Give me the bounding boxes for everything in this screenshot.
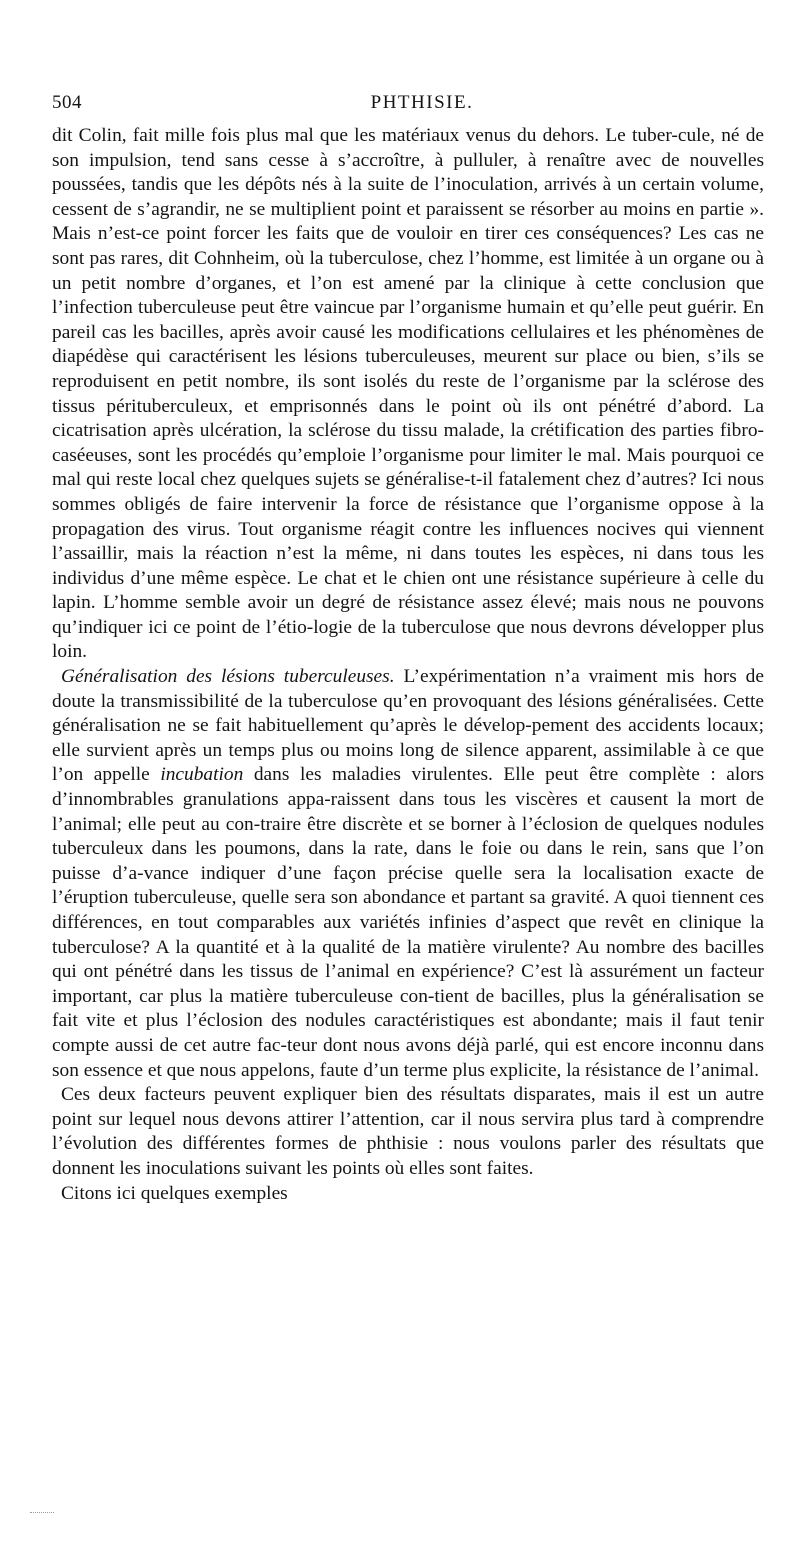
scan-speck xyxy=(30,1512,54,1515)
paragraph-2-text-b: dans les maladies virulentes. Elle peut être complète : alors d’innombrables granulations appa-raissent dans tous les viscères et causent la mort de l’animal; elle peut au con-traire être discrète et se borner à l’éclosion de quelques nodules tuberculeux dans les poumons, dans la rate, dans le foie ou dans le rein, sans que l’on puisse d’a-vance indiquer d’une façon précise quelle sera la localisation exacte de l’éruption tuberculeuse, quelle sera son abondance et partant sa gravité. A quoi tiennent ces différences, en tout comparables aux variétés infinies d’aspect que revêt en clinique la tuberculose? A la quantité et à la qualité de la matière virulente? Au nombre des bacilles qui ont pénétré dans les tissus de l’animal en expérience? C’est là assurément un facteur important, car plus la matière tuberculeuse con-tient de bacilles, plus la généralisation se fait vite et plus l’éclosion des nodules caractéristiques est abondante; mais il faut tenir compte aussi de cet autre fac-teur dont nous avons déjà parlé, qui est encore inconnu dans son essence et que nous appelons, faute d’un terme plus explicite, la résistance de l’animal. xyxy=(52,764,764,1081)
paragraph-4: Citons ici quelques exemples xyxy=(61,1182,288,1204)
running-title: PHTHISIE. xyxy=(370,92,474,113)
paragraph-1: dit Colin, fait mille fois plus mal que les matériaux venus du dehors. Le tuber-cule, né de son impulsion, tend sans cesse à s’accroître, à pulluler, à renaître avec de nouvelles poussées, tandis que les dépôts nés à la suite de l’inoculation, arrivés à un certain volume, cessent de s’agrandir, ne se multiplient point et paraissent se résorber au moins en partie ». Mais n’est-ce point forcer les faits que de vouloir en tirer ces conséquences? Les cas ne sont pas rares, dit Cohnheim, où la tuberculose, chez l’homme, est limitée à un organe ou à un petit nombre d’organes, et l’on est amené par la clinique à cette conclusion que l’infection tuberculeuse peut être vaincue par l’organisme humain et qu’elle peut guérir. En pareil cas les bacilles, après avoir causé les modifications cellulaires et les phénomènes de diapédèse qui caractérisent les lésions tuberculeuses, meurent sur place ou bien, s’ils se reproduisent en petit nombre, ils sont isolés du reste de l’organisme par la sclérose des tissus pérituberculeux, et emprisonnés dans le point où ils ont pénétré d’abord. La cicatrisation après ulcération, la sclérose du tissu malade, la crétification des parties fibro-caséeuses, sont les procédés qu’emploie l’organisme pour limiter le mal. Mais pourquoi ce mal qui reste local chez quelques sujets se généralise-t-il fatalement chez d’autres? Ici nous sommes obligés de faire intervenir la force de résistance que l’organisme oppose à la propagation des virus. Tout organisme réagit contre les influences nocives qui viennent l’assaillir, mais la réaction n’est la même, ni dans toutes les espèces, ni dans tous les individus d’une même espèce. Le chat et le chien ont une résistance supérieure à celle du lapin. L’homme semble avoir un degré de résistance assez élevé; mais nous ne pouvons qu’indiquer ici ce point de l’étio-logie de la tuberculose que nous devrons développer plus loin. xyxy=(52,125,764,663)
section-subheading: Généralisation des lésions tuberculeuses. xyxy=(61,666,395,688)
page-number: 504 xyxy=(52,92,82,113)
paragraph-3: Ces deux facteurs peuvent expliquer bien des résultats disparates, mais il est un autre point sur lequel nous devons attirer l’attention, car il nous servira plus tard à comprendre l’évolution des différentes formes de phthisie : nous voulons parler des résultats que donnent les inoculations suivant les points où elles sont faites. xyxy=(52,1084,764,1179)
body-text xyxy=(52,124,764,1206)
running-head xyxy=(52,92,764,116)
italic-term: incubation xyxy=(160,764,244,786)
paragraph-2-text-a: L’expérimentation n’a vraiment mis hors de doute la transmissibilité de la tuberculose qu’en provoquant des lésions généralisées. Cette généralisation ne se fait habituellement qu’après le dévelop-pement des accidents locaux; elle survient après un temps plus ou moins long de silence apparent, assimilable à ce que l’on appelle xyxy=(52,666,764,786)
paragraph-2 xyxy=(52,665,764,1083)
